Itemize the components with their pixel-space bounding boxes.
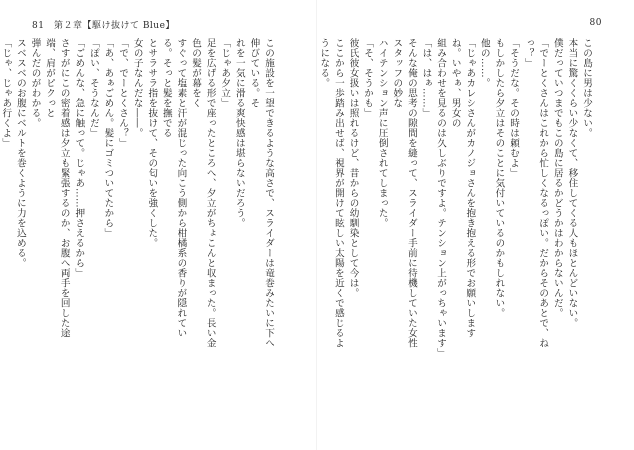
left-page bbox=[0, 38, 275, 356]
text-line: 「じゃ、じゃあ行くよ」 bbox=[0, 38, 12, 148]
text-line: 「じゃあカレシさんがカノジョさんを抱き抱える形でお願いしますね。いやぁ、男女の bbox=[449, 38, 476, 338]
text-line: 「ぽい、そうなんだ」 bbox=[87, 38, 99, 138]
text-line: ここから一歩踏み出せば、視界が開けて眩しい太陽を近くで感じるようになる。 bbox=[318, 38, 344, 348]
text-line: ハイテンション声に圧倒されてしまった。 bbox=[376, 38, 388, 228]
text-line: この島に男は少ない。 bbox=[581, 38, 592, 138]
text-line: そんな俺の思考の隙間を縫って、スライダー手前に待機していた女性スタッフの妙な bbox=[391, 38, 417, 348]
text-line: 「は、はぁ……」 bbox=[420, 38, 432, 118]
text-line: とサラサラ指を抜けて、その匂いを強くした。 bbox=[146, 38, 158, 248]
text-line: 他の……。 bbox=[478, 38, 490, 88]
text-line: スベスベのお腹にベルトを巻くように力を込める。 bbox=[14, 38, 26, 268]
text-line: れを一気に滑る爽快感は堪らないだろう。 bbox=[233, 38, 245, 228]
text-line: もしかしたら夕立はそのことに気付いているのかもしれない。 bbox=[493, 38, 505, 318]
text-line: さすがにこの密着感は夕立も緊張するのか、お腹へ両手を回した途端、肩がピクっと bbox=[44, 38, 70, 338]
text-line: 「じゃあ夕立」 bbox=[219, 38, 231, 108]
text-line: 組み合わせを見るのは久しぶりですよ。テンション上がっちゃいます」 bbox=[435, 38, 447, 358]
right-page-number: 80 bbox=[589, 18, 602, 28]
text-line: 「で、でーとくさん？」 bbox=[117, 38, 129, 148]
text-line: この施設を一望できるような高さで、スライダーは竜巻みたいに下へ伸びている。そ bbox=[248, 38, 274, 348]
text-line: 弾んだのがわかる。 bbox=[29, 38, 41, 128]
text-line: 「ごめんな、急に触って。じゃあ……押さえるから」 bbox=[73, 38, 85, 278]
text-line: 「でーとくさんはこれから忙しくなるっぽい。だからそのあとで、ねっ？」 bbox=[522, 38, 549, 348]
text-line: 僕だっていつまでもこの島に居るかどうかはわからないんだ。 bbox=[551, 38, 563, 318]
text-line: すぐって塩素と汗が混じった向こう側から柑橘系の香りが隠れている。そっと髪を撫でる bbox=[160, 38, 187, 338]
right-page bbox=[318, 38, 593, 358]
text-line: 本当に驚くくらい少なくて、移住してくる人もほとんどいない。 bbox=[566, 38, 578, 328]
left-page-text bbox=[0, 38, 275, 356]
text-line: 「あ、あぁごめん。髪にゴミついてたから」 bbox=[102, 38, 114, 238]
text-line: 「そ、そうかも」 bbox=[362, 38, 374, 118]
text-line: 彼氏彼女扱いは照れるけど、昔からの幼馴染として今は。 bbox=[347, 38, 359, 298]
right-page-text bbox=[318, 38, 593, 358]
text-line: 「そうだな。その時は頼むよ」 bbox=[508, 38, 520, 178]
text-line: 女の子なんだな――。 bbox=[131, 38, 143, 138]
text-line: 足を広げる形で座ったところへ、夕立がちょこんと収まった。長い金色の髪が幕をく bbox=[190, 38, 216, 348]
left-page-header: 81 第２章【駆け抜けて Blue】 bbox=[32, 21, 175, 31]
